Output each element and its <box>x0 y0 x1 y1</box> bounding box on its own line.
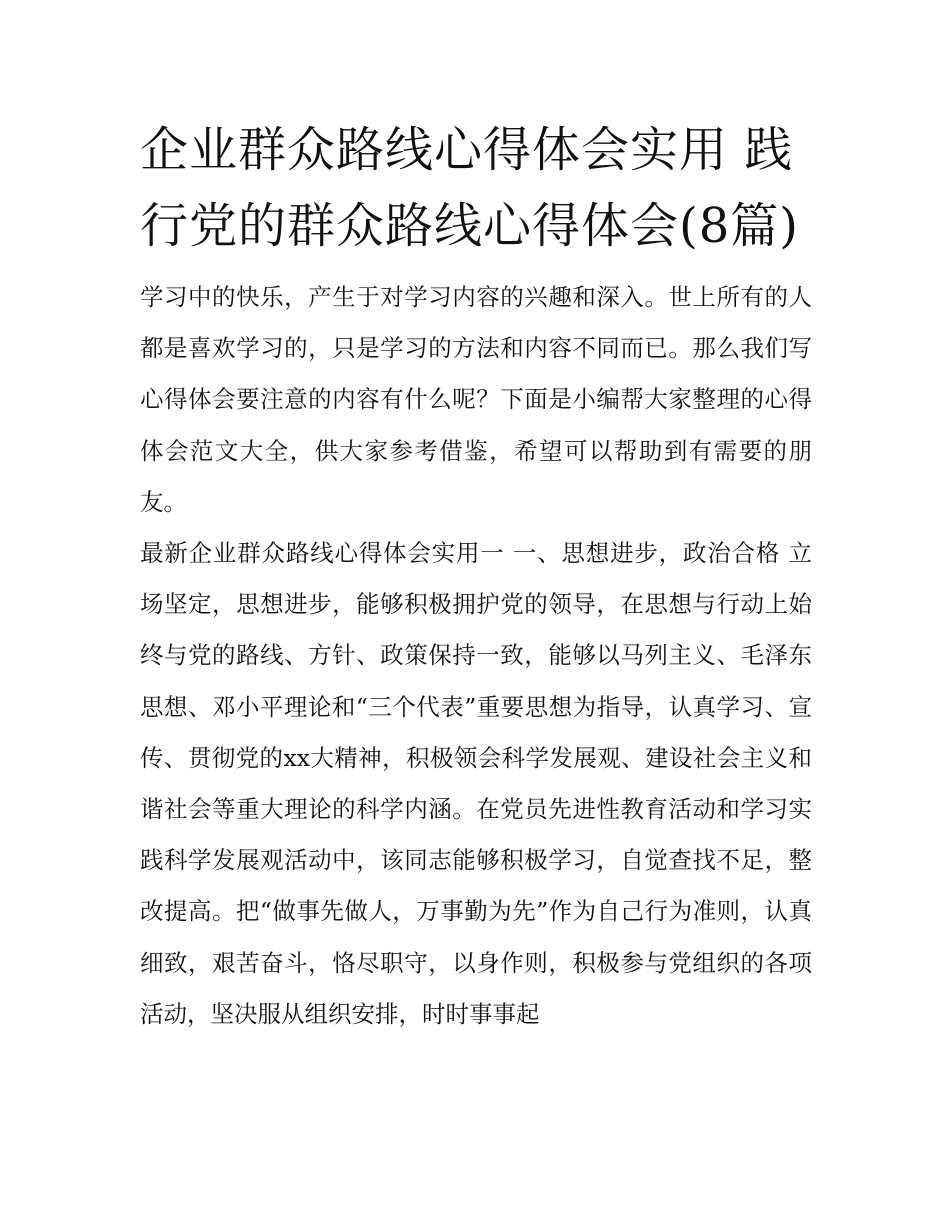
intro-paragraph: 学习中的快乐，产生于对学习内容的兴趣和深入。世上所有的人都是喜欢学习的，只是学习的方法和内容不同而已。那么我们写心得体会要注意的内容有什么呢？下面是小编帮大家整理的心得体会范文大全，供大家参考借鉴，希望可以帮助到有需要的朋友。 <box>140 283 812 516</box>
body-paragraph: 最新企业群众路线心得体会实用一 一、思想进步，政治合格 立场坚定，思想进步，能够积极拥护党的领导，在思想与行动上始终与党的路线、方针、政策保持一致，能够以马列主义、毛泽东思想、邓小平理论和“三个代表”重要思想为指导，认真学习、宣传、贯彻党的xx大精神，积极领会科学发展观、建设社会主义和谐社会等重大理论的科学内涵。在党员先进性教育活动和学习实践科学发展观活动中，该同志能够积极学习，自觉查找不足，整改提高。把“做事先做人，万事勤为先”作为自己行为准则，认真细致，艰苦奋斗，恪尽职守，以身作则，积极参与党组织的各项活动，坚决服从组织安排，时时事事起 <box>140 539 812 1028</box>
document-title: 企业群众路线心得体会实用 践行党的群众路线心得体会(8篇) <box>140 122 799 254</box>
document-page <box>140 112 820 1040</box>
